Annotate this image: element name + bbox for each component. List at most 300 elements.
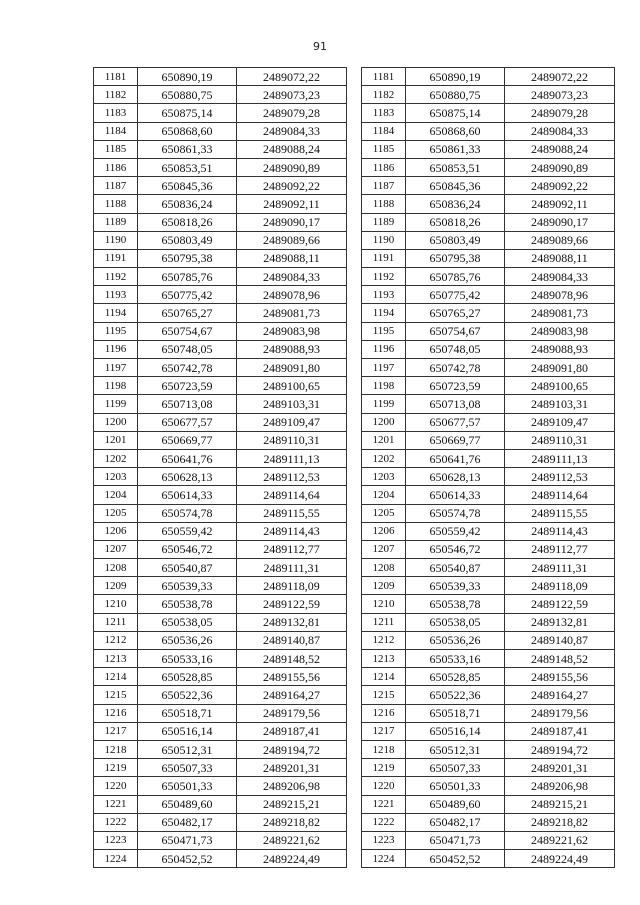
x-coordinate-cell: 650785,76 xyxy=(406,268,505,286)
point-number-cell: 1189 xyxy=(94,213,138,231)
x-coordinate-cell: 650748,05 xyxy=(406,340,505,358)
point-number-cell: 1214 xyxy=(362,668,406,686)
y-coordinate-cell: 2489221,62 xyxy=(237,831,347,849)
table-row xyxy=(362,559,615,577)
x-coordinate-cell: 650522,36 xyxy=(406,686,505,704)
x-coordinate-cell: 650748,05 xyxy=(138,340,237,358)
table-row xyxy=(94,449,347,467)
table-row xyxy=(362,322,615,340)
table-row xyxy=(94,140,347,158)
x-coordinate-cell: 650559,42 xyxy=(406,522,505,540)
y-coordinate-cell: 2489122,59 xyxy=(237,595,347,613)
y-coordinate-cell: 2489091,80 xyxy=(505,359,615,377)
table-row xyxy=(362,686,615,704)
y-coordinate-cell: 2489092,22 xyxy=(237,177,347,195)
x-coordinate-cell: 650795,38 xyxy=(406,249,505,267)
table-row xyxy=(362,722,615,740)
y-coordinate-cell: 2489084,33 xyxy=(237,122,347,140)
y-coordinate-cell: 2489092,11 xyxy=(237,195,347,213)
table-row xyxy=(94,195,347,213)
point-number-cell: 1214 xyxy=(94,668,138,686)
table-row xyxy=(94,249,347,267)
x-coordinate-cell: 650452,52 xyxy=(138,850,237,868)
point-number-cell: 1223 xyxy=(362,831,406,849)
y-coordinate-cell: 2489112,53 xyxy=(237,468,347,486)
x-coordinate-cell: 650723,59 xyxy=(406,377,505,395)
y-coordinate-cell: 2489088,11 xyxy=(505,249,615,267)
table-row xyxy=(94,559,347,577)
table-row xyxy=(362,304,615,322)
x-coordinate-cell: 650836,24 xyxy=(138,195,237,213)
table-row xyxy=(94,122,347,140)
point-number-cell: 1223 xyxy=(94,831,138,849)
y-coordinate-cell: 2489103,31 xyxy=(237,395,347,413)
point-number-cell: 1211 xyxy=(94,613,138,631)
point-number-cell: 1221 xyxy=(362,795,406,813)
y-coordinate-cell: 2489111,31 xyxy=(237,559,347,577)
point-number-cell: 1205 xyxy=(362,504,406,522)
y-coordinate-cell: 2489112,77 xyxy=(505,540,615,558)
y-coordinate-cell: 2489148,52 xyxy=(237,650,347,668)
x-coordinate-cell: 650482,17 xyxy=(138,813,237,831)
table-row xyxy=(94,268,347,286)
x-coordinate-cell: 650775,42 xyxy=(138,286,237,304)
x-coordinate-cell: 650538,05 xyxy=(406,613,505,631)
x-coordinate-cell: 650875,14 xyxy=(138,104,237,122)
x-coordinate-cell: 650471,73 xyxy=(406,831,505,849)
x-coordinate-cell: 650713,08 xyxy=(138,395,237,413)
y-coordinate-cell: 2489164,27 xyxy=(505,686,615,704)
point-number-cell: 1210 xyxy=(94,595,138,613)
coordinate-table-left xyxy=(93,67,347,868)
table-row xyxy=(362,104,615,122)
x-coordinate-cell: 650489,60 xyxy=(138,795,237,813)
y-coordinate-cell: 2489072,22 xyxy=(505,68,615,86)
x-coordinate-cell: 650845,36 xyxy=(138,177,237,195)
point-number-cell: 1182 xyxy=(362,86,406,104)
table-row xyxy=(362,413,615,431)
x-coordinate-cell: 650507,33 xyxy=(138,759,237,777)
y-coordinate-cell: 2489114,64 xyxy=(237,486,347,504)
x-coordinate-cell: 650540,87 xyxy=(138,559,237,577)
x-coordinate-cell: 650880,75 xyxy=(138,86,237,104)
point-number-cell: 1188 xyxy=(94,195,138,213)
y-coordinate-cell: 2489092,22 xyxy=(505,177,615,195)
point-number-cell: 1200 xyxy=(362,413,406,431)
point-number-cell: 1198 xyxy=(94,377,138,395)
x-coordinate-cell: 650669,77 xyxy=(406,431,505,449)
x-coordinate-cell: 650890,19 xyxy=(406,68,505,86)
point-number-cell: 1181 xyxy=(94,68,138,86)
x-coordinate-cell: 650546,72 xyxy=(406,540,505,558)
point-number-cell: 1217 xyxy=(362,722,406,740)
table-row xyxy=(362,249,615,267)
y-coordinate-cell: 2489115,55 xyxy=(237,504,347,522)
point-number-cell: 1207 xyxy=(94,540,138,558)
x-coordinate-cell: 650538,78 xyxy=(406,595,505,613)
x-coordinate-cell: 650512,31 xyxy=(138,740,237,758)
table-row xyxy=(94,686,347,704)
table-row xyxy=(362,286,615,304)
table-row xyxy=(94,359,347,377)
y-coordinate-cell: 2489140,87 xyxy=(505,631,615,649)
x-coordinate-cell: 650522,36 xyxy=(138,686,237,704)
x-coordinate-cell: 650641,76 xyxy=(406,449,505,467)
x-coordinate-cell: 650713,08 xyxy=(406,395,505,413)
point-number-cell: 1186 xyxy=(94,158,138,176)
y-coordinate-cell: 2489215,21 xyxy=(505,795,615,813)
y-coordinate-cell: 2489114,43 xyxy=(237,522,347,540)
table-row xyxy=(362,813,615,831)
table-row xyxy=(362,377,615,395)
table-row xyxy=(94,759,347,777)
y-coordinate-cell: 2489111,13 xyxy=(237,449,347,467)
table-row xyxy=(94,486,347,504)
y-coordinate-cell: 2489109,47 xyxy=(237,413,347,431)
x-coordinate-cell: 650507,33 xyxy=(406,759,505,777)
y-coordinate-cell: 2489088,93 xyxy=(505,340,615,358)
table-row xyxy=(362,359,615,377)
point-number-cell: 1197 xyxy=(94,359,138,377)
table-row xyxy=(94,650,347,668)
point-number-cell: 1208 xyxy=(362,559,406,577)
y-coordinate-cell: 2489112,77 xyxy=(237,540,347,558)
point-number-cell: 1220 xyxy=(94,777,138,795)
table-row xyxy=(362,158,615,176)
y-coordinate-cell: 2489092,11 xyxy=(505,195,615,213)
y-coordinate-cell: 2489081,73 xyxy=(237,304,347,322)
x-coordinate-cell: 650539,33 xyxy=(138,577,237,595)
point-number-cell: 1215 xyxy=(362,686,406,704)
y-coordinate-cell: 2489224,49 xyxy=(505,850,615,868)
table-row xyxy=(362,795,615,813)
table-row xyxy=(94,504,347,522)
point-number-cell: 1216 xyxy=(362,704,406,722)
point-number-cell: 1222 xyxy=(94,813,138,831)
point-number-cell: 1184 xyxy=(94,122,138,140)
y-coordinate-cell: 2489218,82 xyxy=(505,813,615,831)
y-coordinate-cell: 2489112,53 xyxy=(505,468,615,486)
point-number-cell: 1212 xyxy=(362,631,406,649)
table-row xyxy=(94,104,347,122)
x-coordinate-cell: 650538,78 xyxy=(138,595,237,613)
table-row xyxy=(94,831,347,849)
table-row xyxy=(362,486,615,504)
x-coordinate-cell: 650723,59 xyxy=(138,377,237,395)
table-row xyxy=(94,613,347,631)
y-coordinate-cell: 2489081,73 xyxy=(505,304,615,322)
y-coordinate-cell: 2489114,43 xyxy=(505,522,615,540)
point-number-cell: 1196 xyxy=(94,340,138,358)
y-coordinate-cell: 2489164,27 xyxy=(237,686,347,704)
x-coordinate-cell: 650853,51 xyxy=(138,158,237,176)
point-number-cell: 1182 xyxy=(94,86,138,104)
y-coordinate-cell: 2489206,98 xyxy=(505,777,615,795)
x-coordinate-cell: 650836,24 xyxy=(406,195,505,213)
x-coordinate-cell: 650536,26 xyxy=(406,631,505,649)
x-coordinate-cell: 650452,52 xyxy=(406,850,505,868)
point-number-cell: 1213 xyxy=(94,650,138,668)
y-coordinate-cell: 2489140,87 xyxy=(237,631,347,649)
point-number-cell: 1211 xyxy=(362,613,406,631)
point-number-cell: 1217 xyxy=(94,722,138,740)
table-row xyxy=(94,540,347,558)
table-row xyxy=(94,395,347,413)
y-coordinate-cell: 2489072,22 xyxy=(237,68,347,86)
point-number-cell: 1194 xyxy=(94,304,138,322)
y-coordinate-cell: 2489206,98 xyxy=(237,777,347,795)
x-coordinate-cell: 650818,26 xyxy=(138,213,237,231)
table-row xyxy=(94,468,347,486)
x-coordinate-cell: 650880,75 xyxy=(406,86,505,104)
table-row xyxy=(362,140,615,158)
x-coordinate-cell: 650512,31 xyxy=(406,740,505,758)
table-row xyxy=(362,650,615,668)
y-coordinate-cell: 2489083,98 xyxy=(237,322,347,340)
point-number-cell: 1216 xyxy=(94,704,138,722)
x-coordinate-cell: 650574,78 xyxy=(406,504,505,522)
y-coordinate-cell: 2489100,65 xyxy=(505,377,615,395)
x-coordinate-cell: 650559,42 xyxy=(138,522,237,540)
x-coordinate-cell: 650538,05 xyxy=(138,613,237,631)
point-number-cell: 1185 xyxy=(362,140,406,158)
y-coordinate-cell: 2489078,96 xyxy=(505,286,615,304)
y-coordinate-cell: 2489155,56 xyxy=(237,668,347,686)
y-coordinate-cell: 2489090,17 xyxy=(505,213,615,231)
y-coordinate-cell: 2489088,11 xyxy=(237,249,347,267)
y-coordinate-cell: 2489084,33 xyxy=(237,268,347,286)
table-row xyxy=(94,213,347,231)
y-coordinate-cell: 2489148,52 xyxy=(505,650,615,668)
point-number-cell: 1190 xyxy=(362,231,406,249)
table-row xyxy=(94,850,347,868)
x-coordinate-cell: 650868,60 xyxy=(406,122,505,140)
x-coordinate-cell: 650754,67 xyxy=(138,322,237,340)
x-coordinate-cell: 650853,51 xyxy=(406,158,505,176)
point-number-cell: 1189 xyxy=(362,213,406,231)
x-coordinate-cell: 650803,49 xyxy=(406,231,505,249)
point-number-cell: 1195 xyxy=(362,322,406,340)
point-number-cell: 1196 xyxy=(362,340,406,358)
table-row xyxy=(362,177,615,195)
x-coordinate-cell: 650471,73 xyxy=(138,831,237,849)
table-row xyxy=(362,213,615,231)
y-coordinate-cell: 2489073,23 xyxy=(505,86,615,104)
x-coordinate-cell: 650765,27 xyxy=(138,304,237,322)
table-row xyxy=(362,759,615,777)
table-row xyxy=(94,413,347,431)
y-coordinate-cell: 2489103,31 xyxy=(505,395,615,413)
x-coordinate-cell: 650669,77 xyxy=(138,431,237,449)
point-number-cell: 1202 xyxy=(362,449,406,467)
x-coordinate-cell: 650516,14 xyxy=(138,722,237,740)
table-row xyxy=(94,722,347,740)
y-coordinate-cell: 2489132,81 xyxy=(505,613,615,631)
y-coordinate-cell: 2489215,21 xyxy=(237,795,347,813)
table-row xyxy=(94,595,347,613)
x-coordinate-cell: 650528,85 xyxy=(406,668,505,686)
table-row xyxy=(94,777,347,795)
table-row xyxy=(362,268,615,286)
y-coordinate-cell: 2489100,65 xyxy=(237,377,347,395)
x-coordinate-cell: 650677,57 xyxy=(406,413,505,431)
y-coordinate-cell: 2489073,23 xyxy=(237,86,347,104)
x-coordinate-cell: 650528,85 xyxy=(138,668,237,686)
x-coordinate-cell: 650742,78 xyxy=(406,359,505,377)
y-coordinate-cell: 2489088,24 xyxy=(505,140,615,158)
x-coordinate-cell: 650742,78 xyxy=(138,359,237,377)
x-coordinate-cell: 650501,33 xyxy=(406,777,505,795)
y-coordinate-cell: 2489090,89 xyxy=(505,158,615,176)
point-number-cell: 1219 xyxy=(362,759,406,777)
y-coordinate-cell: 2489122,59 xyxy=(505,595,615,613)
table-row xyxy=(362,504,615,522)
x-coordinate-cell: 650890,19 xyxy=(138,68,237,86)
x-coordinate-cell: 650516,14 xyxy=(406,722,505,740)
x-coordinate-cell: 650861,33 xyxy=(138,140,237,158)
x-coordinate-cell: 650875,14 xyxy=(406,104,505,122)
x-coordinate-cell: 650574,78 xyxy=(138,504,237,522)
x-coordinate-cell: 650765,27 xyxy=(406,304,505,322)
y-coordinate-cell: 2489115,55 xyxy=(505,504,615,522)
x-coordinate-cell: 650539,33 xyxy=(406,577,505,595)
table-row xyxy=(362,122,615,140)
x-coordinate-cell: 650754,67 xyxy=(406,322,505,340)
point-number-cell: 1209 xyxy=(94,577,138,595)
x-coordinate-cell: 650501,33 xyxy=(138,777,237,795)
table-row xyxy=(362,86,615,104)
table-row xyxy=(362,522,615,540)
point-number-cell: 1185 xyxy=(94,140,138,158)
x-coordinate-cell: 650518,71 xyxy=(138,704,237,722)
point-number-cell: 1218 xyxy=(94,740,138,758)
x-coordinate-cell: 650785,76 xyxy=(138,268,237,286)
y-coordinate-cell: 2489090,17 xyxy=(237,213,347,231)
x-coordinate-cell: 650628,13 xyxy=(406,468,505,486)
y-coordinate-cell: 2489084,33 xyxy=(505,268,615,286)
point-number-cell: 1219 xyxy=(94,759,138,777)
point-number-cell: 1200 xyxy=(94,413,138,431)
point-number-cell: 1193 xyxy=(362,286,406,304)
point-number-cell: 1215 xyxy=(94,686,138,704)
point-number-cell: 1190 xyxy=(94,231,138,249)
point-number-cell: 1187 xyxy=(362,177,406,195)
y-coordinate-cell: 2489111,13 xyxy=(505,449,615,467)
point-number-cell: 1199 xyxy=(94,395,138,413)
table-row xyxy=(94,231,347,249)
y-coordinate-cell: 2489155,56 xyxy=(505,668,615,686)
table-row xyxy=(362,395,615,413)
y-coordinate-cell: 2489118,09 xyxy=(237,577,347,595)
table-row xyxy=(362,613,615,631)
point-number-cell: 1181 xyxy=(362,68,406,86)
point-number-cell: 1209 xyxy=(362,577,406,595)
table-row xyxy=(94,340,347,358)
y-coordinate-cell: 2489201,31 xyxy=(237,759,347,777)
x-coordinate-cell: 650614,33 xyxy=(138,486,237,504)
table-row xyxy=(362,740,615,758)
table-row xyxy=(362,340,615,358)
point-number-cell: 1195 xyxy=(94,322,138,340)
table-row xyxy=(362,850,615,868)
table-row xyxy=(362,231,615,249)
table-row xyxy=(362,577,615,595)
x-coordinate-cell: 650775,42 xyxy=(406,286,505,304)
x-coordinate-cell: 650795,38 xyxy=(138,249,237,267)
table-body-right xyxy=(362,68,615,868)
point-number-cell: 1222 xyxy=(362,813,406,831)
table-row xyxy=(362,704,615,722)
table-row xyxy=(94,304,347,322)
table-row xyxy=(362,668,615,686)
y-coordinate-cell: 2489201,31 xyxy=(505,759,615,777)
x-coordinate-cell: 650818,26 xyxy=(406,213,505,231)
y-coordinate-cell: 2489224,49 xyxy=(237,850,347,868)
table-row xyxy=(94,158,347,176)
x-coordinate-cell: 650803,49 xyxy=(138,231,237,249)
point-number-cell: 1192 xyxy=(362,268,406,286)
point-number-cell: 1201 xyxy=(94,431,138,449)
table-row xyxy=(362,68,615,86)
table-row xyxy=(94,377,347,395)
point-number-cell: 1221 xyxy=(94,795,138,813)
y-coordinate-cell: 2489090,89 xyxy=(237,158,347,176)
point-number-cell: 1183 xyxy=(94,104,138,122)
point-number-cell: 1198 xyxy=(362,377,406,395)
y-coordinate-cell: 2489111,31 xyxy=(505,559,615,577)
x-coordinate-cell: 650845,36 xyxy=(406,177,505,195)
table-row xyxy=(94,286,347,304)
table-row xyxy=(94,522,347,540)
y-coordinate-cell: 2489088,24 xyxy=(237,140,347,158)
x-coordinate-cell: 650677,57 xyxy=(138,413,237,431)
page-number: 91 xyxy=(313,40,327,53)
point-number-cell: 1224 xyxy=(362,850,406,868)
y-coordinate-cell: 2489218,82 xyxy=(237,813,347,831)
point-number-cell: 1193 xyxy=(94,286,138,304)
y-coordinate-cell: 2489079,28 xyxy=(505,104,615,122)
table-body-left xyxy=(94,68,347,868)
y-coordinate-cell: 2489194,72 xyxy=(237,740,347,758)
table-row xyxy=(362,831,615,849)
x-coordinate-cell: 650628,13 xyxy=(138,468,237,486)
point-number-cell: 1183 xyxy=(362,104,406,122)
table-row xyxy=(362,777,615,795)
y-coordinate-cell: 2489179,56 xyxy=(237,704,347,722)
point-number-cell: 1201 xyxy=(362,431,406,449)
y-coordinate-cell: 2489079,28 xyxy=(237,104,347,122)
point-number-cell: 1220 xyxy=(362,777,406,795)
point-number-cell: 1208 xyxy=(94,559,138,577)
y-coordinate-cell: 2489109,47 xyxy=(505,413,615,431)
point-number-cell: 1192 xyxy=(94,268,138,286)
y-coordinate-cell: 2489179,56 xyxy=(505,704,615,722)
x-coordinate-cell: 650546,72 xyxy=(138,540,237,558)
y-coordinate-cell: 2489110,31 xyxy=(505,431,615,449)
y-coordinate-cell: 2489084,33 xyxy=(505,122,615,140)
x-coordinate-cell: 650861,33 xyxy=(406,140,505,158)
point-number-cell: 1204 xyxy=(94,486,138,504)
x-coordinate-cell: 650540,87 xyxy=(406,559,505,577)
y-coordinate-cell: 2489089,66 xyxy=(237,231,347,249)
table-row xyxy=(362,631,615,649)
x-coordinate-cell: 650533,16 xyxy=(406,650,505,668)
y-coordinate-cell: 2489194,72 xyxy=(505,740,615,758)
y-coordinate-cell: 2489078,96 xyxy=(237,286,347,304)
table-row xyxy=(94,668,347,686)
y-coordinate-cell: 2489091,80 xyxy=(237,359,347,377)
table-row xyxy=(94,86,347,104)
